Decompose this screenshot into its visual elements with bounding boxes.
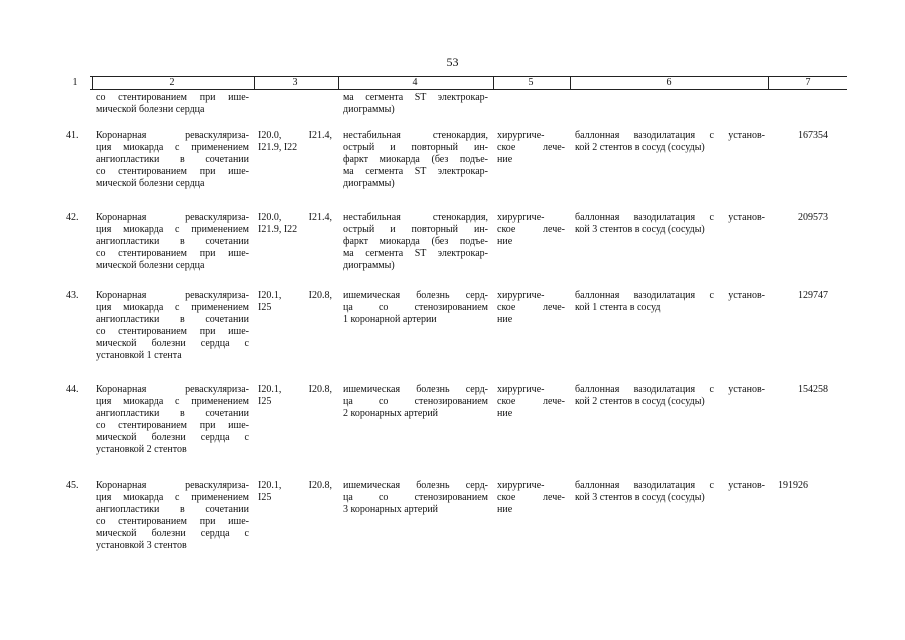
cell-line: кой 2 стентов в сосуд (сосуды) bbox=[575, 396, 705, 407]
header-top-rule bbox=[90, 76, 847, 77]
intervention-name bbox=[96, 212, 249, 272]
icd-codes bbox=[258, 212, 332, 236]
column-header-7: 7 bbox=[805, 77, 811, 88]
cell-line: ангиопластики в сочетании bbox=[96, 154, 249, 165]
column-header-6: 6 bbox=[666, 77, 672, 88]
cost-value: 209573 bbox=[798, 212, 828, 223]
row-number: 44. bbox=[66, 384, 79, 395]
column-separator bbox=[493, 76, 494, 89]
cell-line: острый и повторный ин- bbox=[343, 142, 488, 153]
cell-line: ишемическая болезнь серд- bbox=[343, 290, 488, 301]
treatment-method bbox=[575, 480, 765, 504]
cell-line: ангиопластики в сочетании bbox=[96, 236, 249, 247]
cost-value: 191926 bbox=[778, 480, 808, 491]
cell-line: ма сегмента ST электрокар- bbox=[343, 92, 488, 103]
cell-line: хирургиче- bbox=[497, 480, 545, 491]
cell-line: фаркт миокарда (без подъе- bbox=[343, 236, 488, 247]
cell-line: I20.0, I21.4, bbox=[258, 212, 332, 223]
row-number: 42. bbox=[66, 212, 79, 223]
intervention-name bbox=[96, 130, 249, 190]
row-number: 41. bbox=[66, 130, 79, 141]
cell-line: ция миокарда с применением bbox=[96, 396, 249, 407]
cell-line: мической болезни сердца с bbox=[96, 528, 249, 539]
icd-codes bbox=[258, 130, 332, 154]
cell-line: 3 коронарных артерий bbox=[343, 504, 439, 515]
cell-line: ское лече- bbox=[497, 492, 565, 503]
cell-line: мической болезни сердца bbox=[96, 260, 205, 271]
cell-line: ское лече- bbox=[497, 142, 565, 153]
cell-line: кой 2 стентов в сосуд (сосуды) bbox=[575, 142, 705, 153]
cell-line: I20.1, I20.8, bbox=[258, 384, 332, 395]
cell-line: 1 коронарной артерии bbox=[343, 314, 437, 325]
cell-line: мической болезни сердца с bbox=[96, 432, 249, 443]
row-number: 45. bbox=[66, 480, 79, 491]
cell-line: Коронарная реваскуляриза- bbox=[96, 212, 249, 223]
treatment-method bbox=[575, 384, 765, 408]
cell-line: хирургиче- bbox=[497, 130, 545, 141]
cell-line: Коронарная реваскуляриза- bbox=[96, 130, 249, 141]
cell-line: острый и повторный ин- bbox=[343, 224, 488, 235]
column-separator bbox=[254, 76, 255, 89]
cell-line: I25 bbox=[258, 492, 272, 503]
cell-line: ма сегмента ST электрокар- bbox=[343, 166, 488, 177]
cell-line: I25 bbox=[258, 302, 272, 313]
cell-line: нестабильная стенокардия, bbox=[343, 130, 488, 141]
cell-line: ское лече- bbox=[497, 396, 565, 407]
cell-line: баллонная вазодилатация с установ- bbox=[575, 290, 765, 301]
treatment-method bbox=[575, 290, 765, 314]
cell-line: ца со стенозированием bbox=[343, 492, 488, 503]
cell-line: со стентированием при ише- bbox=[96, 92, 249, 103]
cell-line: ишемическая болезнь серд- bbox=[343, 480, 488, 491]
header-bottom-rule bbox=[90, 89, 847, 90]
cell-line: баллонная вазодилатация с установ- bbox=[575, 384, 765, 395]
cell-line: ние bbox=[497, 504, 513, 515]
cell-line: диограммы) bbox=[343, 260, 395, 271]
continuation-col2 bbox=[96, 92, 249, 116]
cell-line: со стентированием при ише- bbox=[96, 516, 249, 527]
page-number: 53 bbox=[446, 55, 459, 69]
cell-line: диограммы) bbox=[343, 178, 395, 189]
cell-line: ция миокарда с применением bbox=[96, 224, 249, 235]
cell-line: ишемическая болезнь серд- bbox=[343, 384, 488, 395]
cell-line: I21.9, I22 bbox=[258, 224, 298, 235]
cell-line: ца со стенозированием bbox=[343, 302, 488, 313]
treatment-type bbox=[497, 212, 565, 248]
cell-line: мической болезни сердца с bbox=[96, 338, 249, 349]
cell-line: I20.1, I20.8, bbox=[258, 480, 332, 491]
intervention-name bbox=[96, 290, 249, 362]
cell-line: диограммы) bbox=[343, 104, 395, 115]
row-number: 43. bbox=[66, 290, 79, 301]
cell-line: I20.1, I20.8, bbox=[258, 290, 332, 301]
column-separator bbox=[92, 76, 93, 89]
cell-line: хирургиче- bbox=[497, 384, 545, 395]
column-header-5: 5 bbox=[528, 77, 534, 88]
cell-line: со стентированием при ише- bbox=[96, 420, 249, 431]
continuation-col4 bbox=[343, 92, 488, 116]
column-separator bbox=[338, 76, 339, 89]
diagnosis bbox=[343, 384, 488, 420]
cell-line: со стентированием при ише- bbox=[96, 326, 249, 337]
diagnosis bbox=[343, 130, 488, 190]
column-separator bbox=[768, 76, 769, 89]
column-header-4: 4 bbox=[412, 77, 418, 88]
column-separator bbox=[570, 76, 571, 89]
cell-line: ца со стенозированием bbox=[343, 396, 488, 407]
cell-line: хирургиче- bbox=[497, 290, 545, 301]
treatment-method bbox=[575, 130, 765, 154]
cell-line: фаркт миокарда (без подъе- bbox=[343, 154, 488, 165]
cell-line: ангиопластики в сочетании bbox=[96, 504, 249, 515]
cell-line: I25 bbox=[258, 396, 272, 407]
diagnosis bbox=[343, 290, 488, 326]
cell-line: ние bbox=[497, 408, 513, 419]
cell-line: ма сегмента ST электрокар- bbox=[343, 248, 488, 259]
diagnosis bbox=[343, 212, 488, 272]
cell-line: установкой 1 стента bbox=[96, 350, 182, 361]
cell-line: мической болезни сердца bbox=[96, 104, 205, 115]
cell-line: I20.0, I21.4, bbox=[258, 130, 332, 141]
column-header-3: 3 bbox=[292, 77, 298, 88]
cell-line: ское лече- bbox=[497, 302, 565, 313]
cell-line: I21.9, I22 bbox=[258, 142, 298, 153]
cell-line: кой 3 стентов в сосуд (сосуды) bbox=[575, 224, 705, 235]
cost-value: 129747 bbox=[798, 290, 828, 301]
cell-line: кой 1 стента в сосуд bbox=[575, 302, 661, 313]
cell-line: ние bbox=[497, 236, 513, 247]
cell-line: ское лече- bbox=[497, 224, 565, 235]
intervention-name bbox=[96, 480, 249, 552]
treatment-method bbox=[575, 212, 765, 236]
cell-line: нестабильная стенокардия, bbox=[343, 212, 488, 223]
cell-line: Коронарная реваскуляриза- bbox=[96, 384, 249, 395]
cell-line: Коронарная реваскуляриза- bbox=[96, 480, 249, 491]
column-header-2: 2 bbox=[169, 77, 175, 88]
cell-line: ангиопластики в сочетании bbox=[96, 408, 249, 419]
treatment-type bbox=[497, 480, 565, 516]
cell-line: ция миокарда с применением bbox=[96, 492, 249, 503]
column-header-1: 1 bbox=[72, 77, 78, 88]
cell-line: 2 коронарных артерий bbox=[343, 408, 439, 419]
icd-codes bbox=[258, 384, 332, 408]
intervention-name bbox=[96, 384, 249, 456]
cell-line: Коронарная реваскуляриза- bbox=[96, 290, 249, 301]
cell-line: баллонная вазодилатация с установ- bbox=[575, 130, 765, 141]
treatment-type bbox=[497, 290, 565, 326]
cell-line: со стентированием при ише- bbox=[96, 248, 249, 259]
cell-line: баллонная вазодилатация с установ- bbox=[575, 480, 765, 491]
cell-line: мической болезни сердца bbox=[96, 178, 205, 189]
cell-line: установкой 3 стентов bbox=[96, 540, 187, 551]
cell-line: кой 3 стентов в сосуд (сосуды) bbox=[575, 492, 705, 503]
cell-line: ние bbox=[497, 314, 513, 325]
cell-line: ние bbox=[497, 154, 513, 165]
treatment-type bbox=[497, 384, 565, 420]
treatment-type bbox=[497, 130, 565, 166]
icd-codes bbox=[258, 290, 332, 314]
cell-line: ция миокарда с применением bbox=[96, 142, 249, 153]
cell-line: ангиопластики в сочетании bbox=[96, 314, 249, 325]
cell-line: установкой 2 стентов bbox=[96, 444, 187, 455]
diagnosis bbox=[343, 480, 488, 516]
cell-line: хирургиче- bbox=[497, 212, 545, 223]
cell-line: баллонная вазодилатация с установ- bbox=[575, 212, 765, 223]
cost-value: 167354 bbox=[798, 130, 828, 141]
icd-codes bbox=[258, 480, 332, 504]
cell-line: со стентированием при ише- bbox=[96, 166, 249, 177]
cost-value: 154258 bbox=[798, 384, 828, 395]
cell-line: ция миокарда с применением bbox=[96, 302, 249, 313]
